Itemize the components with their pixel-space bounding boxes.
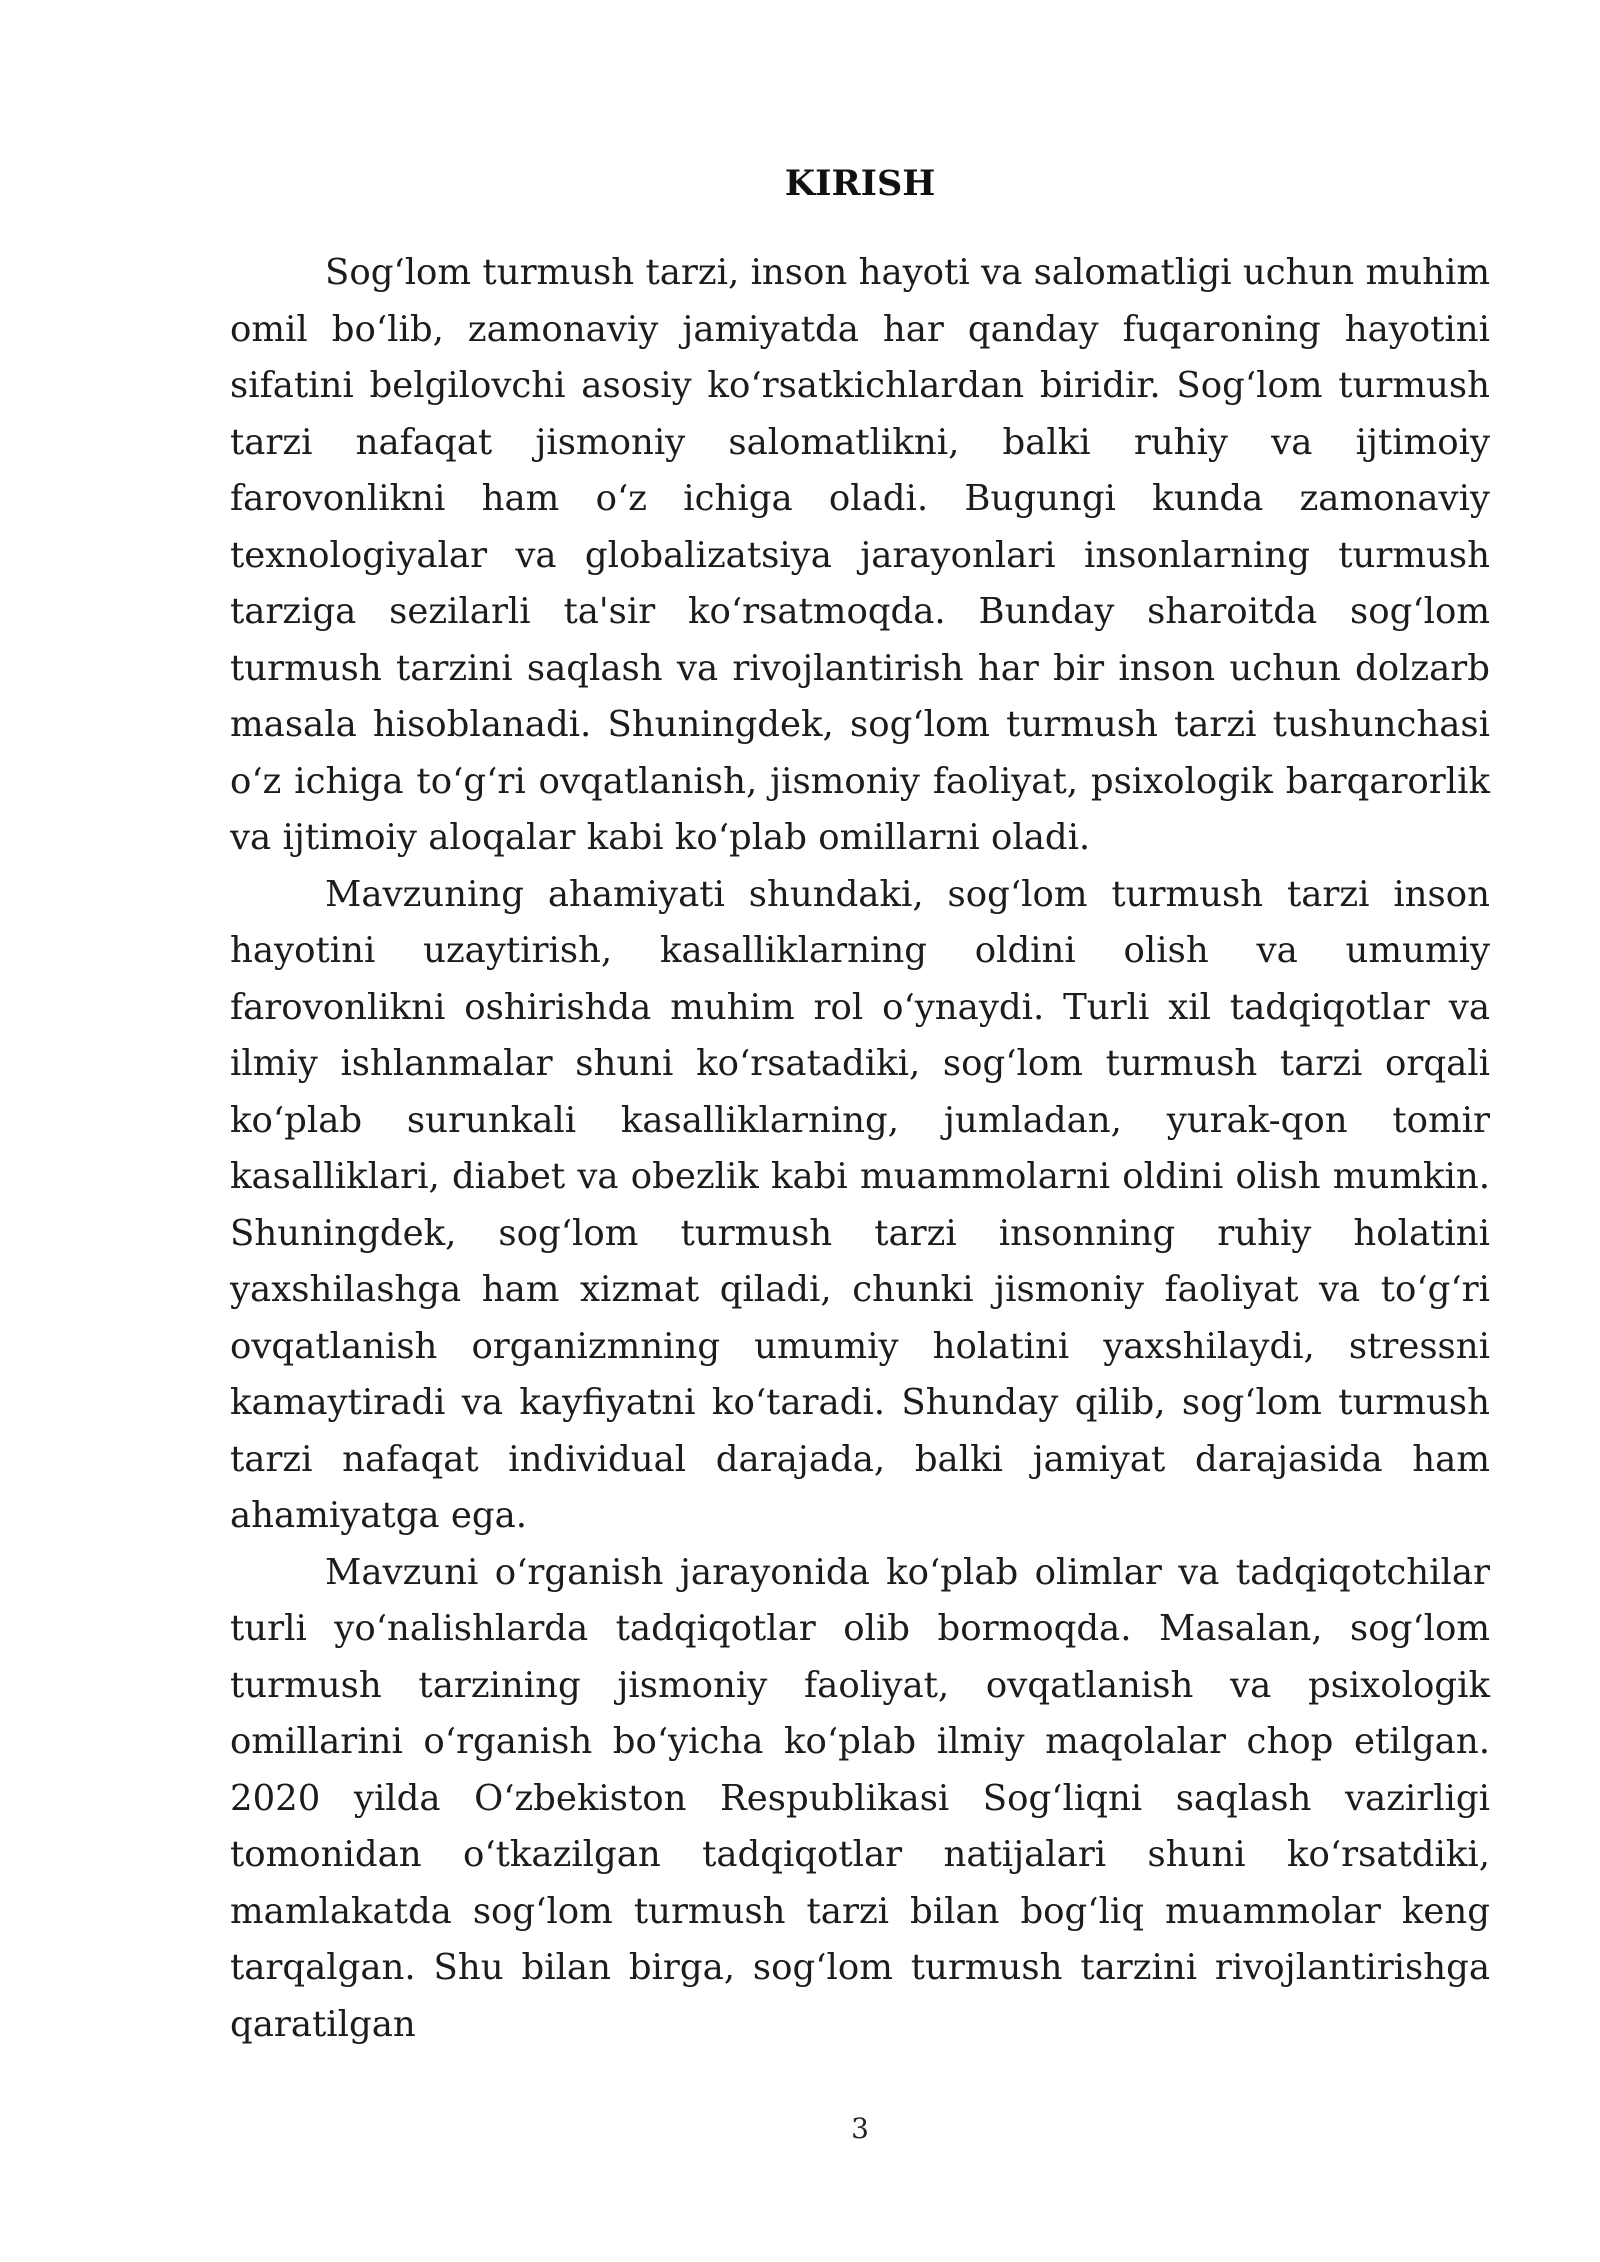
paragraph-3: Mavzuni o‘rganish jarayonida ko‘plab olimlar va tadqiqotchilar turli yo‘nalishlarda tadqiqotlar olib bormoqda. Masalan, sog‘lom turmush tarzining jismoniy faoliyat, ovqatlanish va psixologik omillarini o‘rganish bo‘yicha ko‘plab ilmiy maqolalar chop etilgan. 2020 yilda O‘zbekiston Respublikasi Sog‘liqni saqlash vazirligi tomonidan o‘tkazilgan tadqiqotlar natijalari shuni ko‘rsatdiki, mamlakatda sog‘lom turmush tarzi bilan bog‘liq muammolar keng tarqalgan. Shu bilan birga, sog‘lom turmush tarzini rivojlantirishga qaratilgan xyxy=(230,1551,1490,2045)
page-number: 3 xyxy=(851,2112,869,2145)
page-title: KIRISH xyxy=(784,163,936,204)
body-text xyxy=(230,245,1490,2053)
paragraph-2: Mavzuning ahamiyati shundaki, sog‘lom turmush tarzi inson hayotini uzaytirish, kasalliklarning oldini olish va umumiy farovonlikni oshirishda muhim rol o‘ynaydi. Turli xil tadqiqotlar va ilmiy ishlanmalar shuni ko‘rsatadiki, sog‘lom turmush tarzi orqali ko‘plab surunkali kasalliklarning, jumladan, yurak-qon tomir kasalliklari, diabet va obezlik kabi muammolarni oldini olish mumkin. Shuningdek, sog‘lom turmush tarzi insonning ruhiy holatini yaxshilashga ham xizmat qiladi, chunki jismoniy faoliyat va to‘g‘ri ovqatlanish organizmning umumiy holatini yaxshilaydi, stressni kamaytiradi va kayfiyatni ko‘taradi. Shunday qilib, sog‘lom turmush tarzi nafaqat individual darajada, balki jamiyat darajasida ham ahamiyatga ega. xyxy=(230,873,1490,1536)
paragraph-1: Sog‘lom turmush tarzi, inson hayoti va salomatligi uchun muhim omil bo‘lib, zamonaviy jamiyatda har qanday fuqaroning hayotini sifatini belgilovchi asosiy ko‘rsatkichlardan biridir. Sog‘lom turmush tarzi nafaqat jismoniy salomatlikni, balki ruhiy va ijtimoiy farovonlikni ham o‘z ichiga oladi. Bugungi kunda zamonaviy texnologiyalar va globalizatsiya jarayonlari insonlarning turmush tarziga sezilarli ta'sir ko‘rsatmoqda. Bunday sharoitda sog‘lom turmush tarzini saqlash va rivojlantirish har bir inson uchun dolzarb masala hisoblanadi. Shuningdek, sog‘lom turmush tarzi tushunchasi o‘z ichiga to‘g‘ri ovqatlanish, jismoniy faoliyat, psixologik barqarorlik va ijtimoiy aloqalar kabi ko‘plab omillarni oladi. xyxy=(230,252,1490,858)
